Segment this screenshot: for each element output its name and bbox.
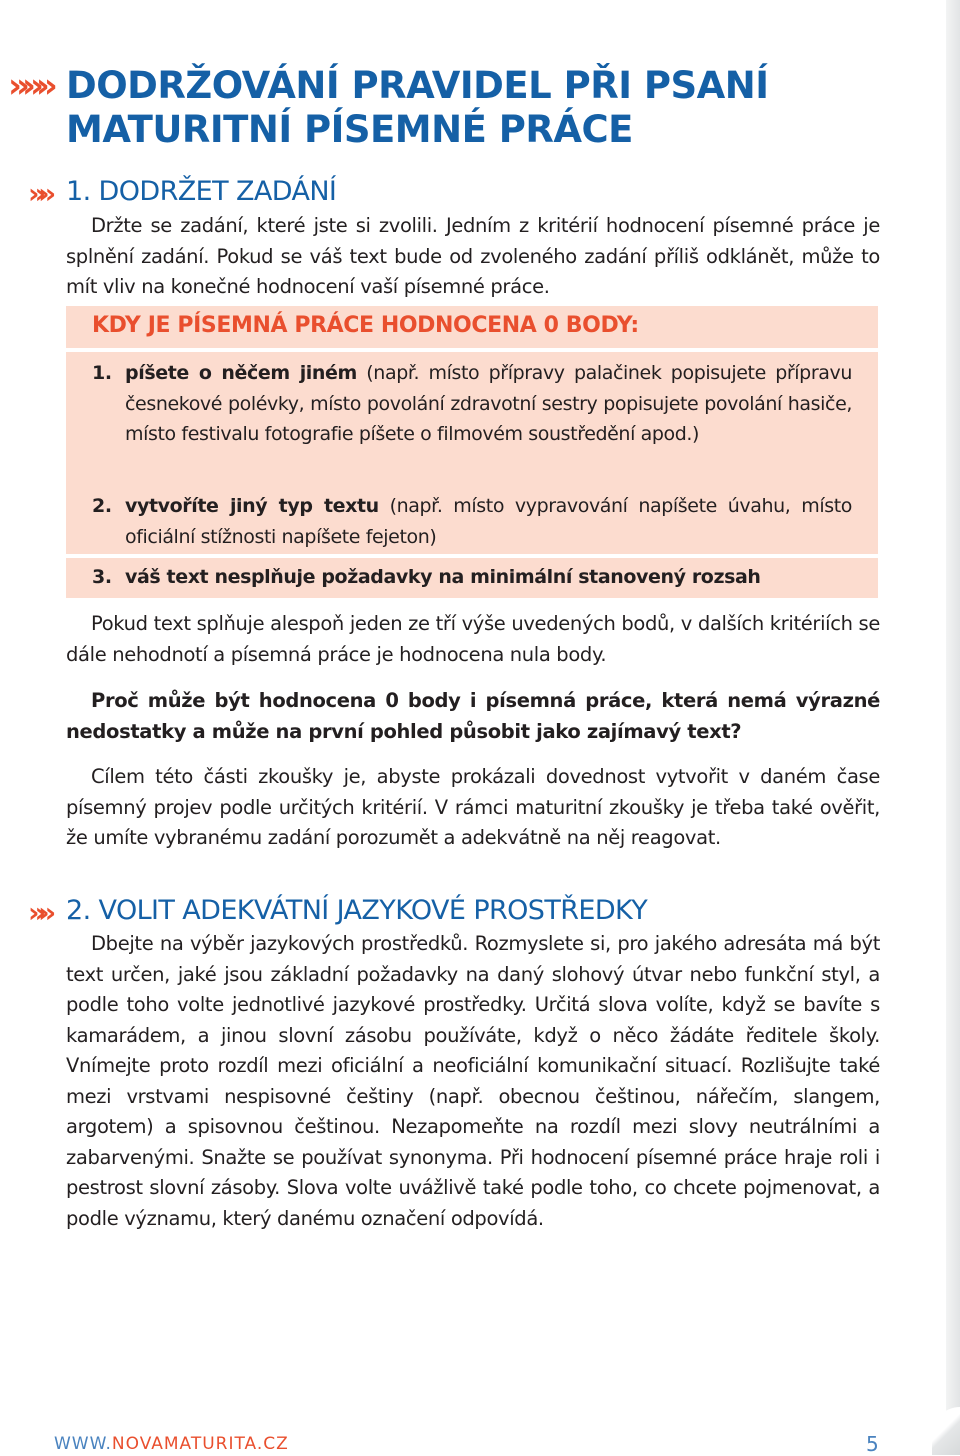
item-emphasis: píšete o něčem jiném	[125, 362, 357, 384]
page-curl-decoration	[932, 1407, 960, 1455]
item-detail: (např. místo vypravování napíšete úvahu, místo oficiální stížnosti napíšete fejeton)	[125, 495, 852, 548]
box-separator	[66, 348, 878, 352]
section-1-heading: 1. DODRŽET ZADÁNÍ	[66, 176, 337, 207]
section-1-intro: Držte se zadání, které jste si zvolili. Jedním z kritérií hodnocení písemné práce je splnění zadání. Pokud se váš text bude od zvoleného zadání příliš odklánět, může to mít vliv na konečné hodnocení vaší písemné práce.	[66, 214, 880, 298]
page-title-line-1: DODRŽOVÁNÍ PRAVIDEL PŘI PSANÍ	[66, 64, 769, 107]
section-2-heading: 2. VOLIT ADEKVÁTNÍ JAZYKOVÉ PROSTŘEDKY	[66, 895, 648, 926]
section-1-chevron-icon: »»	[28, 177, 49, 210]
footer-url-prefix: WWW.	[54, 1434, 112, 1454]
page-number: 5	[866, 1432, 879, 1456]
answer-paragraph: Cílem této části zkoušky je, abyste prokázali dovednost vytvořit v daném čase písemný projev podle určitých kritérií. V rámci maturitní zkoušky je třeba také ověřit, že umíte vybranému zadání porozumět a adekvátně na něj reagovat.	[66, 765, 880, 849]
box-separator	[66, 554, 878, 558]
after-box-paragraph: Pokud text splňuje alespoň jeden ze tří výše uvedených bodů, v dalších kritériích se dále nehodnotí a písemná práce je hodnocena nula body.	[66, 612, 880, 666]
item-number: 3.	[92, 566, 112, 588]
footer-website	[54, 1434, 289, 1454]
item-emphasis: váš text nesplňuje požadavky na minimální stanovený rozsah	[125, 566, 761, 588]
title-chevron-icon: »»»	[8, 66, 50, 106]
item-detail: (např. místo přípravy palačinek popisujete přípravu česnekové polévky, místo povolání zdravotní sestry popisujete povolání hasiče, místo festivalu fotografie píšete o filmovém soustředění apod.)	[125, 362, 852, 445]
section-2-body: Dbejte na výběr jazykových prostředků. Rozmyslete si, pro jakého adresáta má být text určen, jaké jsou základní požadavky na daný slohový útvar nebo funkční styl, a podle toho volte jednotlivé jazykové prostředky. Určitá slova volíte, když se bavíte s kamarádem, a jinou slovní zásobu používáte, když o něco žádáte ředitele školy. Vnímejte proto rozdíl mezi oficiální a neoficiální komunikační situací. Rozlišujte také mezi vrstvami nespisovné češtiny (např. obecnou češtinou, nářečím, slangem, argotem) a spisovnou češtinou. Nezapomeňte na rozdíl mezi slovy neutrálními a zabarvenými. Snažte se používat synonyma. Při hodnocení písemné práce hraje roli i pestrost slovní zásoby. Slova volte uvážlivě také podle toho, co chcete pojmenovat, a podle významu, který danému označení odpovídá.	[66, 932, 880, 1230]
page-title-line-2: MATURITNÍ PÍSEMNÉ PRÁCE	[66, 108, 633, 151]
page-title	[66, 64, 769, 152]
page-edge-band	[946, 0, 960, 1455]
footer-url-domain: NOVAMATURITA.CZ	[111, 1434, 289, 1454]
item-emphasis: vytvoříte jiný typ textu	[125, 495, 379, 517]
zero-points-item-1	[92, 358, 852, 450]
item-number: 1.	[92, 362, 112, 384]
item-number: 2.	[92, 495, 112, 517]
zero-points-heading: KDY JE PÍSEMNÁ PRÁCE HODNOCENA 0 BODY:	[92, 313, 639, 338]
section-2-chevron-icon: »»	[28, 896, 49, 929]
question-paragraph: Proč může být hodnocena 0 body i písemná práce, která nemá výrazné nedostatky a může na první pohled působit jako zajímavý text?	[66, 689, 880, 743]
zero-points-item-2	[92, 491, 852, 552]
zero-points-item-3	[92, 562, 852, 593]
